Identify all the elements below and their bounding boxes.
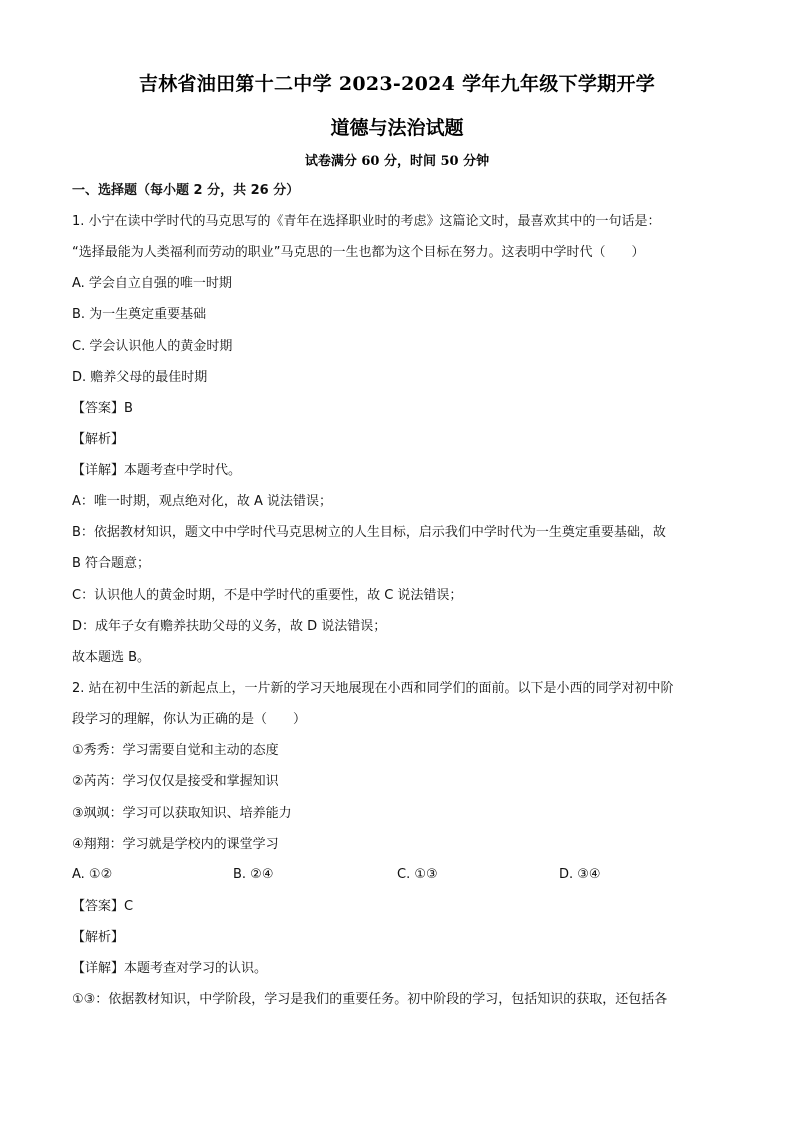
q2-item-2: ②芮芮：学习仅仅是接受和掌握知识 [72, 774, 279, 789]
q2-item-1: ①秀秀：学习需要自觉和主动的态度 [72, 743, 279, 758]
q1-option-c: C. 学会认识他人的黄金时期 [72, 339, 233, 354]
q1-explain-b-line-1: B：依据教材知识，题文中中学时代马克思树立的人生目标，启示我们中学时代为一生奠定重要基础，故 [72, 525, 666, 540]
q1-stem-line-1: 1. 小宁在读中学时代的马克思写的《青年在选择职业时的考虑》这篇论文时，最喜欢其中的一句话是： [72, 214, 661, 229]
q1-answer: 【答案】B [72, 401, 133, 416]
q1-analysis-label: 【解析】 [72, 432, 125, 447]
q2-stem-line-2: 段学习的理解，你认为正确的是（ ） [72, 712, 307, 727]
q2-stem-line-1: 2. 站在初中生活的新起点上，一片新的学习天地展现在小西和同学们的面前。以下是小西的同学对初中阶 [72, 681, 674, 696]
q1-explain-b-line-2: B 符合题意； [72, 556, 151, 571]
q2-item-4: ④翔翔：学习就是学校内的课堂学习 [72, 837, 279, 852]
q2-detail: 【详解】本题考查对学习的认识。 [72, 961, 268, 976]
q2-option-a: A. ①② [72, 867, 113, 882]
section-heading: 一、选择题（每小题 2 分，共 26 分） [72, 183, 300, 198]
q2-options-row [72, 867, 722, 885]
q2-option-c: C. ①③ [397, 867, 438, 882]
exam-subject: 道德与法治试题 [330, 117, 464, 139]
q2-item-3: ③飒飒：学习可以获取知识、培养能力 [72, 806, 292, 821]
exam-info: 试卷满分 60 分，时间 50 分钟 [304, 154, 490, 169]
q1-option-d: D. 赡养父母的最佳时期 [72, 370, 208, 385]
q2-option-b: B. ②④ [233, 867, 274, 882]
q1-option-b: B. 为一生奠定重要基础 [72, 307, 207, 322]
q2-analysis-label: 【解析】 [72, 930, 125, 945]
q1-explain-c: C：认识他人的黄金时期，不是中学时代的重要性，故 C 说法错误； [72, 588, 463, 603]
exam-title: 吉林省油田第十二中学 2023-2024 学年九年级下学期开学 [138, 73, 656, 95]
q2-option-d: D. ③④ [559, 867, 601, 882]
q1-explain-d: D：成年子女有赡养扶助父母的义务，故 D 说法错误； [72, 619, 387, 634]
q1-conclusion: 故本题选 B。 [72, 650, 151, 665]
q1-detail: 【详解】本题考查中学时代。 [72, 463, 242, 478]
q1-stem-line-2: “选择最能为人类福利而劳动的职业”马克思的一生也都为这个目标在努力。这表明中学时代（ ） [72, 245, 645, 260]
q2-explain-13: ①③：依据教材知识，中学阶段，学习是我们的重要任务。初中阶段的学习，包括知识的获取，还包括各 [72, 992, 668, 1007]
q1-option-a: A. 学会自立自强的唯一时期 [72, 276, 232, 291]
q2-answer: 【答案】C [72, 899, 134, 914]
q1-explain-a: A：唯一时期，观点绝对化，故 A 说法错误； [72, 494, 333, 509]
